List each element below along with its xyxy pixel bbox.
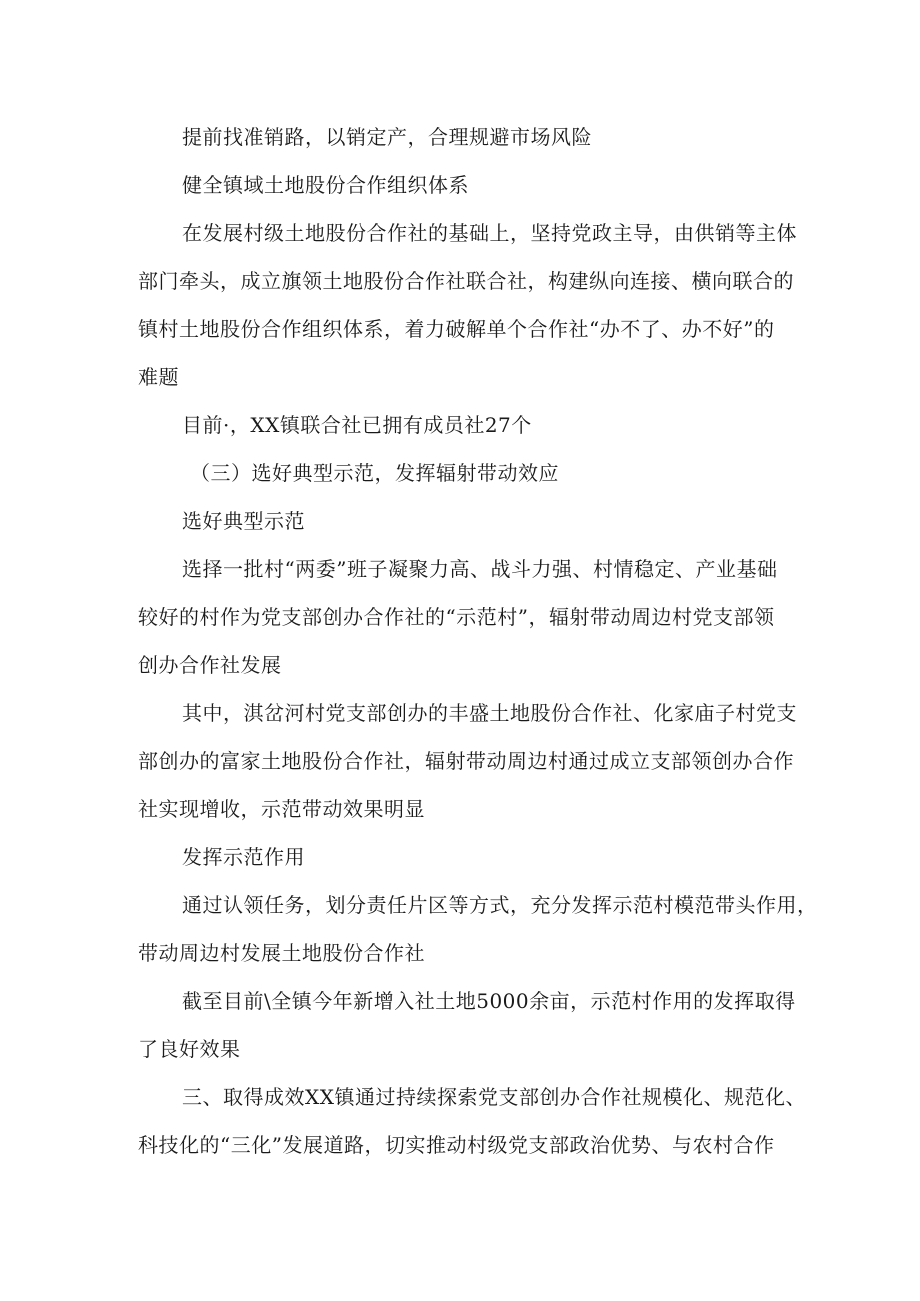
paragraph-line: 科技化的“三化”发展道路，切实推动村级党支部政治优势、与农村合作 [138,1133,775,1157]
paragraph-line: 在发展村级土地股份合作社的基础上，坚持党政主导，由供销等主体 [182,221,797,245]
paragraph-line: 创办合作社发展 [138,653,282,677]
paragraph-line: 提前找准销路，以销定产，合理规避市场风险 [182,125,592,149]
paragraph-line: 镇村土地股份合作组织体系，着力破解单个合作社“办不了、办不好”的 [138,317,775,341]
paragraph-line: 部门牵头，成立旗领土地股份合作社联合社，构建纵向连接、横向联合的 [138,269,794,293]
section-heading: 发挥示范作用 [182,845,305,869]
paragraph-line: 部创办的富家土地股份合作社，辐射带动周边村通过成立支部领创办合作 [138,749,794,773]
section-heading: （三）选好典型示范，发挥辐射带动效应 [190,461,559,485]
section-heading: 选好典型示范 [182,509,305,533]
section-heading: 健全镇域土地股份合作组织体系 [182,173,469,197]
paragraph-line: 三、取得成效XX镇通过持续探索党支部创办合作社规模化、规范化、 [182,1085,806,1109]
paragraph-line: 目前·，XX镇联合社已拥有成员社27个 [182,413,532,437]
paragraph-line: 社实现增收，示范带动效果明显 [138,797,425,821]
paragraph-line: 难题 [138,365,179,389]
paragraph-line: 截至目前\全镇今年新增入社土地5000余亩，示范村作用的发挥取得 [182,989,796,1013]
paragraph-line: 其中，淇岔河村党支部创办的丰盛土地股份合作社、化家庙子村党支 [182,701,797,725]
paragraph-line: 带动周边村发展土地股份合作社 [138,941,425,965]
paragraph-line: 了良好效果 [138,1037,241,1061]
paragraph-line: 通过认领任务，划分责任片区等方式，充分发挥示范村模范带头作用， [182,893,818,917]
paragraph-line: 较好的村作为党支部创办合作社的“示范村”，辐射带动周边村党支部领 [138,605,775,629]
paragraph-line: 选择一批村“两委”班子凝聚力高、战斗力强、村情稳定、产业基础 [182,557,778,581]
